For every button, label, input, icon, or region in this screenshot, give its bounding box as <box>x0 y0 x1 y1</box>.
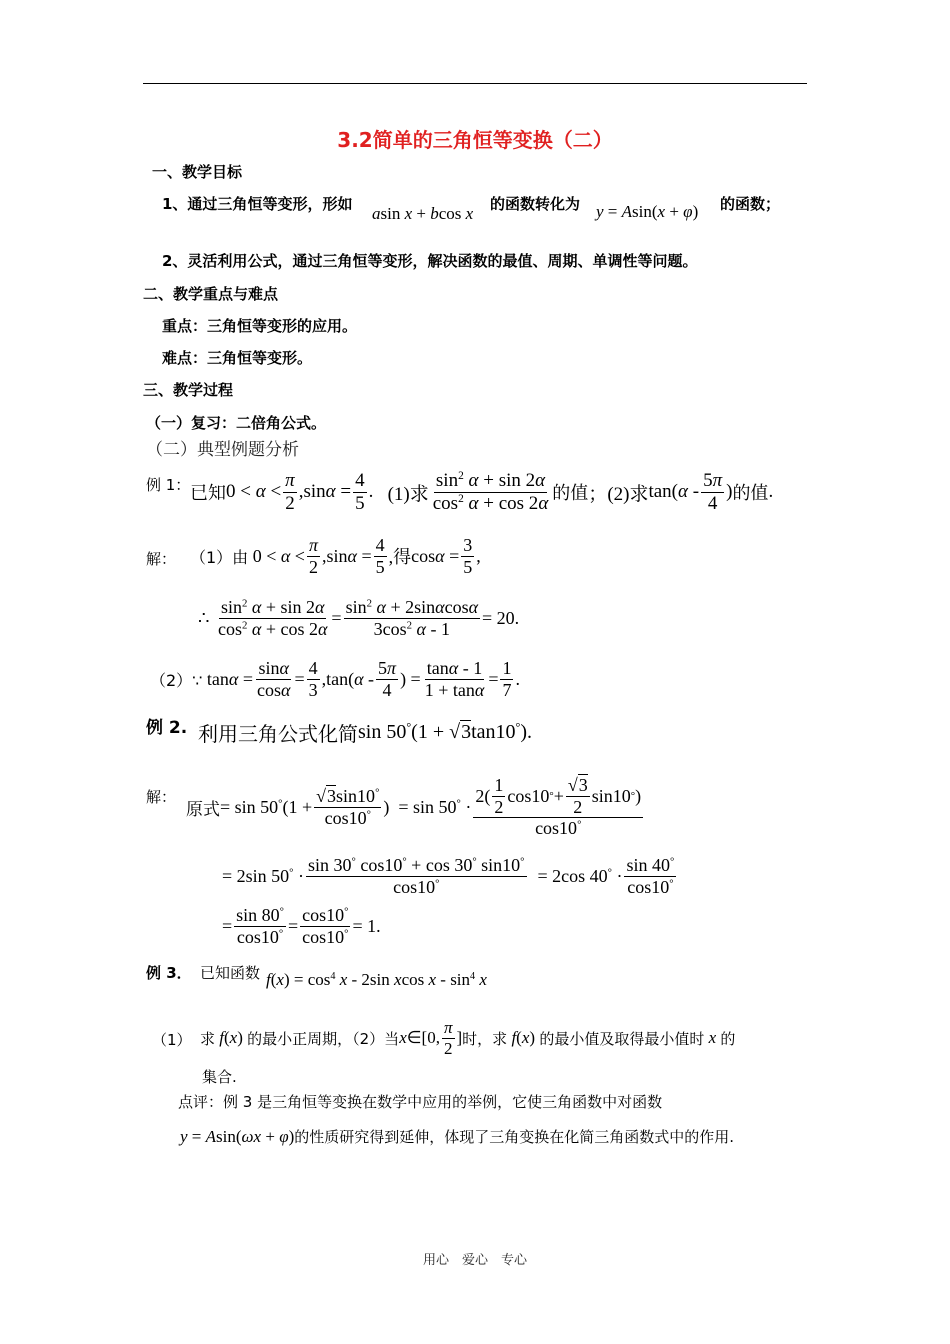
ex3-comment-line-1: 点评：例 3 是三角恒等变换在数学中应用的举例，它使三角函数中对函数 <box>178 1093 663 1111</box>
key-point: 重点：三角恒等变形的应用。 <box>162 317 358 335</box>
ex2-text: 利用三角公式化简 <box>198 722 358 746</box>
ex1-get-text: ,得 <box>388 547 412 568</box>
goal-1-mid: 的函数转化为 <box>490 195 581 213</box>
goal-1-suffix: 的函数； <box>720 195 781 213</box>
ex1-part1: (1)求 <box>387 483 429 505</box>
review-line: （一）复习：二倍角公式。 <box>146 414 327 432</box>
ex1-sol1-text: （1）由 <box>190 547 249 567</box>
formula-asinx-bcosx: asin x + bcos x <box>372 204 474 223</box>
ex1-sol2-text: （2）∵ <box>150 670 203 690</box>
ex3-question-line: 求 f(x) 的最小正周期，（2）当 x∈[0, $\frac{\pi}{2}$ ] 时，求 f(x) 的最小值及取得最小值时 x 的 <box>200 1018 736 1058</box>
ex2-solution-line-3: = $\frac{\sin 80^\circ}{\cos 10^\circ}$ = $\frac{\cos 10^\circ}{\cos 10^\circ}$ = 1. <box>222 905 381 947</box>
example-3-label: 例 3． <box>146 964 192 982</box>
ex3-q1c: 时，求 <box>462 1029 508 1048</box>
difficult-point: 难点：三角恒等变形。 <box>162 349 313 367</box>
ex2-solution-line-2: = 2sin 50° · $\frac{\sin 30^\circ \cos 10^\circ + \cos 30^\circ \sin 10^\circ}{\cos 10^\circ}$ = 2cos 40° · $\frac{\sin 40^\circ}{\cos 10^\circ}$ <box>222 855 675 897</box>
ex2-solution-line-1: 原式 = sin 50°(1 + $\frac{√3\sin 10^\circ}{\cos 10^\circ}$ ) = sin 50° · 2( $\frac{1}{2}$ cos10 ° + $\frac{√3}{2}$ sin10 ° ) cos10° <box>186 775 642 839</box>
ex3-text: 已知函数 <box>200 964 261 982</box>
example-1-statement: 已知 0 < α < $\frac{\pi}{2}$ ,sinα = $\frac{4}{5}$ . (1)求 $\frac{\sin^2 \alpha + \sin 2\alpha}{\cos^2 \alpha + \cos 2\alpha}$ 的值 ； (2)求 tan(α - $\frac{5\pi}{4}$ ) 的值 . <box>190 470 774 514</box>
formula-fx-definition: $f(x) = \cos^4 x - 2\sin$ xcos x - $\sin^4 x$ <box>266 970 487 989</box>
ex1-solution-line-1: （1）由 0 < α < $\frac{\pi}{2}$ ,sinα = $\frac{4}{5}$ ,得 cosα = $\frac{3}{5}$ , <box>190 535 481 577</box>
ex1-known-text: 已知 <box>190 483 226 505</box>
ex2-orig-text: 原式 <box>186 799 220 820</box>
ex3-question-number: （1） <box>152 1031 192 1049</box>
header-rule <box>143 83 807 84</box>
example-2-label: 例 2. <box>146 718 188 738</box>
ex3-q1b: 的最小正周期，（2）当 <box>247 1029 400 1048</box>
section-heading-goals: 一、教学目标 <box>152 163 243 181</box>
example-2-solution-label: 解： <box>146 788 177 806</box>
ex3-question-end: 集合. <box>202 1068 237 1086</box>
page-title: 3.2简单的三角恒等变换（二） <box>337 128 613 152</box>
ex1-value-word-1: 的值 <box>552 483 589 505</box>
ex1-part2: (2)求 <box>607 483 649 505</box>
section-heading-process: 三、教学过程 <box>143 381 234 399</box>
examples-heading: （二）典型例题分析 <box>146 440 299 460</box>
page-footer: 用心 爱心 专心 <box>422 1253 527 1268</box>
goal-1-prefix: 1、通过三角恒等变形，形如 <box>162 195 353 213</box>
ex3-q1d: 的最小值及取得最小值时 <box>539 1029 705 1048</box>
example-2-statement: 利用三角公式化简 sin 50°(1 + √3tan10°). <box>198 719 532 746</box>
ex1-solution-line-3: （2）∵ tanα = $\frac{\sin\alpha}{\cos\alpha}$ = $\frac{4}{3}$ ,tan(α - $\frac{5\pi}{4}$ ) = $\frac{\tan\alpha - 1}{1 + \tan\alpha}$ = $\frac{1}{7}$ . <box>150 658 520 700</box>
example-1-label: 例 1： <box>146 476 191 494</box>
goal-2: 2、灵活利用公式，通过三角恒等变形，解决函数的最值、周期、单调性等问题。 <box>162 252 698 270</box>
formula-asin: y = Asin(x + φ) <box>596 202 699 221</box>
ex3-q1e: 的 <box>720 1029 736 1048</box>
ex3-comment-line-2: y = Asin(ωx + φ) 的性质研究得到延伸，体现了三角变换在化简三角函数式中的作用. <box>180 1126 735 1146</box>
example-1-solution-label: 解： <box>146 550 177 568</box>
section-heading-key-points: 二、教学重点与难点 <box>143 285 279 303</box>
ex1-solution-line-2: ∴ $\frac{\sin^2 \alpha + \sin 2\alpha}{\cos^2 \alpha + \cos 2\alpha}$ = $\frac{\sin^2 \alpha + 2\sin\alpha\cos\alpha}{3\cos^2 \alpha - 1}$ = 20. <box>198 597 520 639</box>
ex3-comment2-text: 的性质研究得到延伸，体现了三角变换在化简三角函数式中的作用. <box>294 1128 735 1146</box>
ex3-q1a: 求 <box>200 1029 216 1048</box>
ex1-value-word-2: 的值 <box>732 483 769 505</box>
